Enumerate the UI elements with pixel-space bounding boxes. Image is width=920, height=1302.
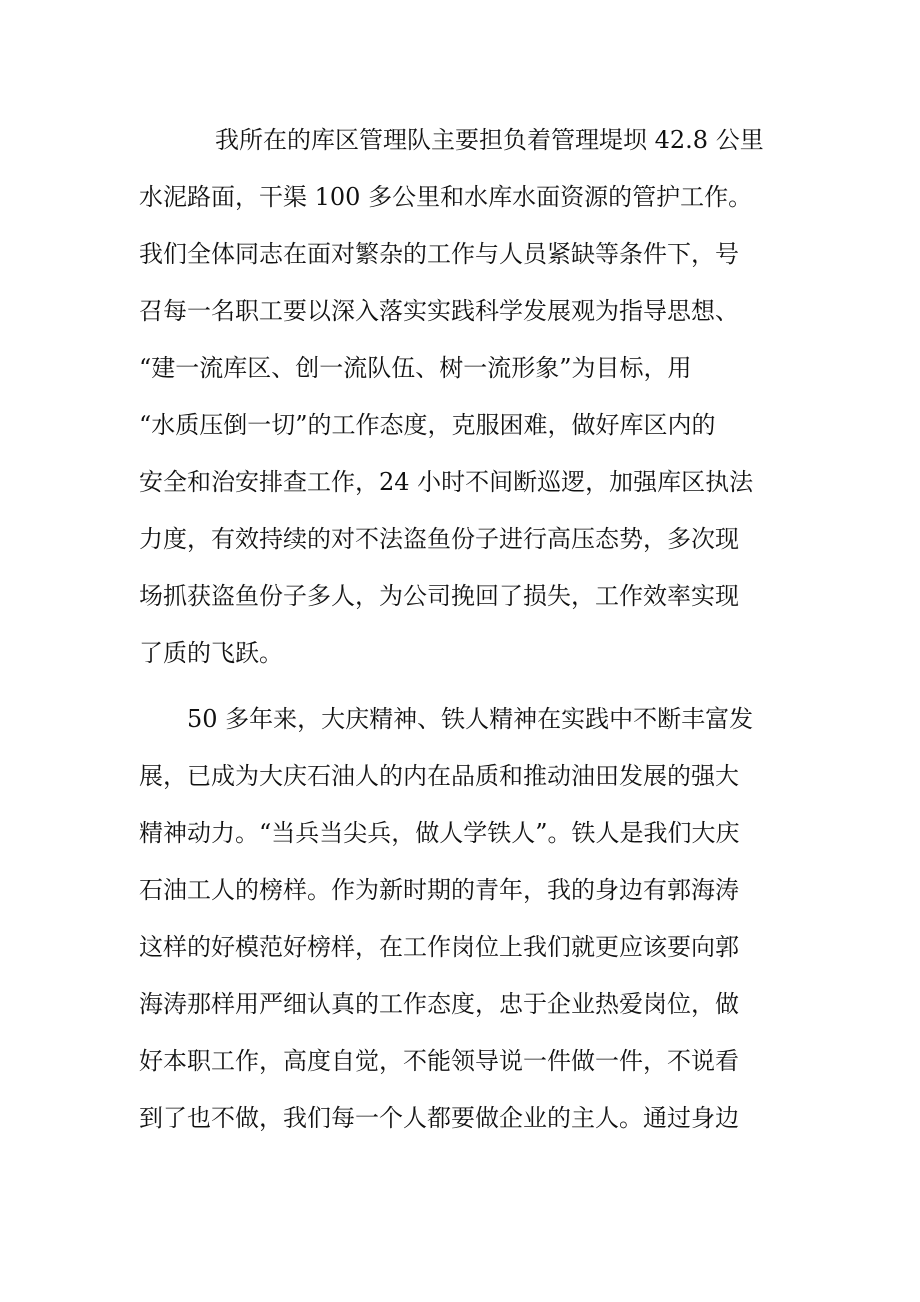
paragraph-1 (139, 112, 769, 682)
paragraph-2 (139, 691, 769, 1147)
paragraph-line: 我们全体同志在面对繁杂的工作与人员紧缺等条件下，号 (139, 240, 739, 268)
paragraph-line: 召每一名职工要以深入落实实践科学发展观为指导思想、 (139, 297, 739, 325)
paragraph-line: 安全和治安排查工作，24 小时不间断巡逻，加强库区执法 (139, 468, 754, 496)
paragraph-line: 好本职工作，高度自觉，不能领导说一件做一件，不说看 (139, 1047, 739, 1075)
paragraph-line: “水质压倒一切”的工作态度，克服困难，做好库区内的 (139, 411, 716, 439)
paragraph-line: 到了也不做，我们每一个人都要做企业的主人。通过身边 (139, 1104, 739, 1132)
paragraph-line: 力度，有效持续的对不法盗鱼份子进行高压态势，多次现 (139, 525, 739, 553)
paragraph-line: “建一流库区、创一流队伍、树一流形象”为目标，用 (139, 354, 692, 382)
paragraph-line: 水泥路面，干渠 100 多公里和水库水面资源的管护工作。 (139, 183, 753, 211)
paragraph-line: 我所在的库区管理队主要担负着管理堤坝 42.8 公里 (215, 126, 764, 154)
paragraph-line: 精神动力。“当兵当尖兵，做人学铁人”。铁人是我们大庆 (139, 819, 740, 847)
paragraph-line: 50 多年来，大庆精神、铁人精神在实践中不断丰富发 (187, 705, 754, 733)
paragraph-line: 这样的好模范好榜样，在工作岗位上我们就更应该要向郭 (139, 933, 739, 961)
paragraph-line: 海涛那样用严细认真的工作态度，忠于企业热爱岗位，做 (139, 990, 739, 1018)
paragraph-line: 场抓获盗鱼份子多人，为公司挽回了损失，工作效率实现 (139, 582, 739, 610)
paragraph-line: 石油工人的榜样。作为新时期的青年，我的身边有郭海涛 (139, 876, 739, 904)
paragraph-line: 展，已成为大庆石油人的内在品质和推动油田发展的强大 (139, 762, 739, 790)
paragraph-line: 了质的飞跃。 (139, 639, 283, 667)
